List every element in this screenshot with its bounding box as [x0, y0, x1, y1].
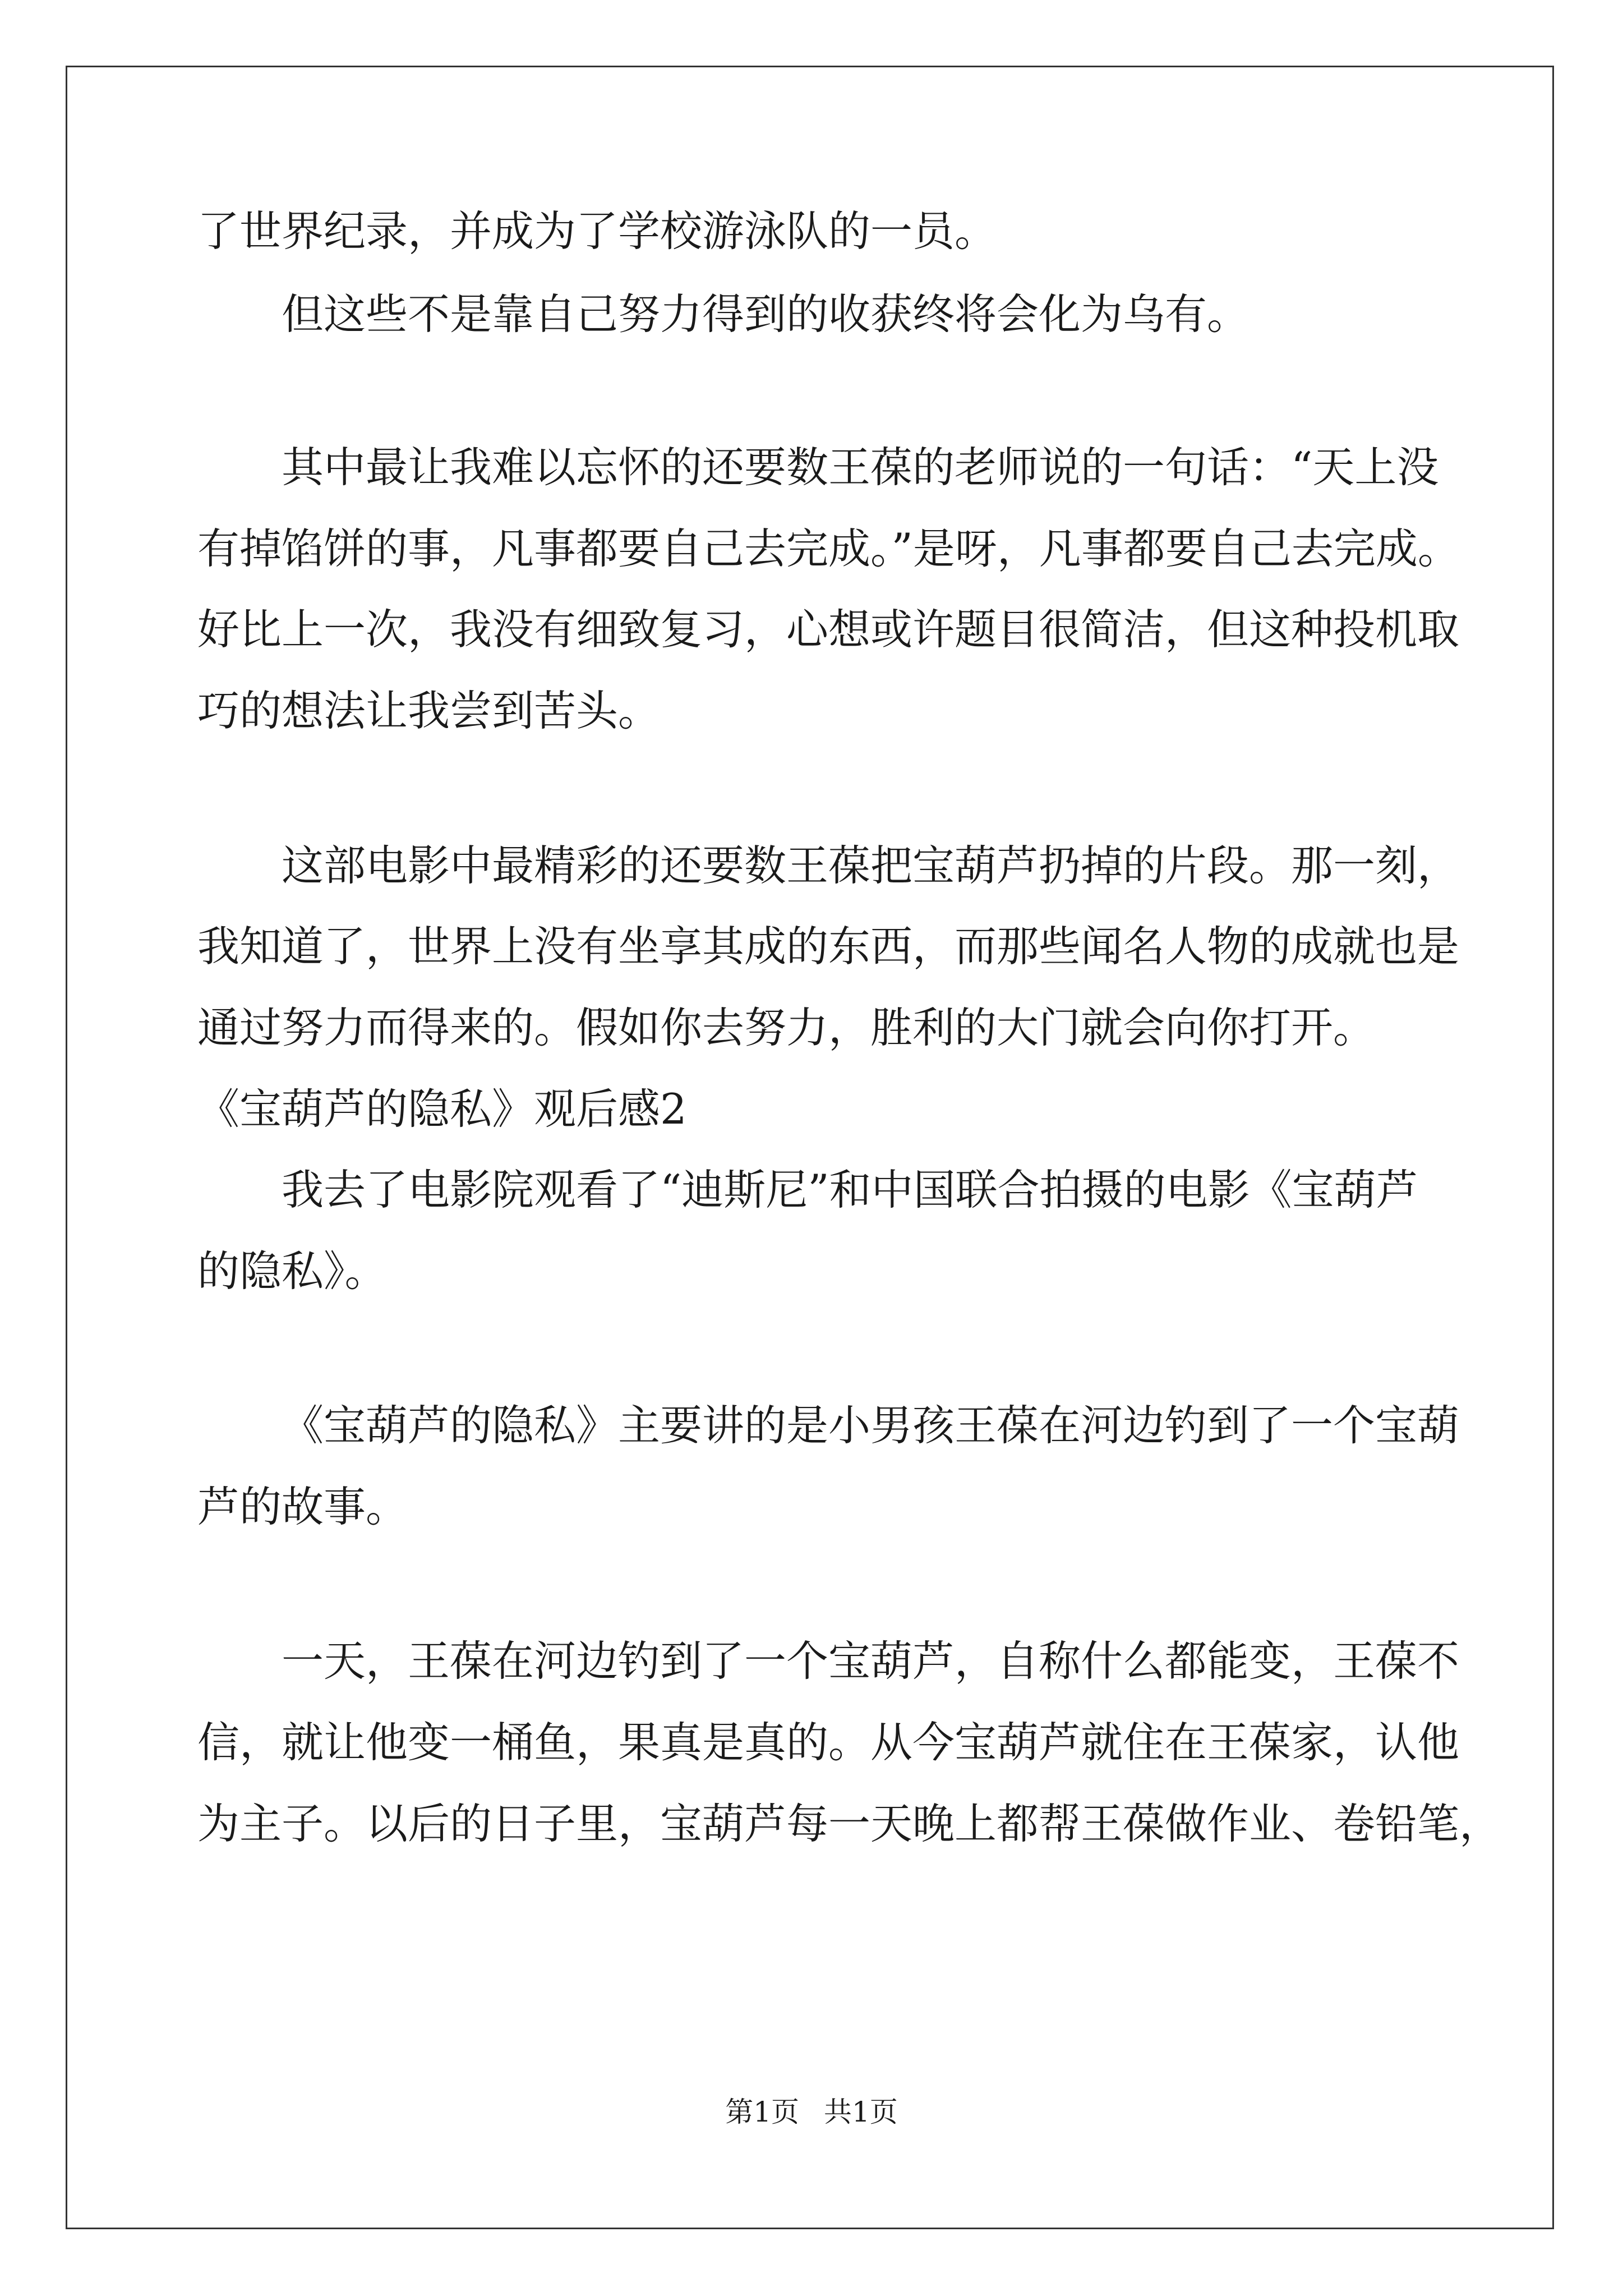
text-line-5: 好比上一次，我没有细致复习，心想或许题目很简洁，但这种投机取: [197, 605, 1460, 654]
text-line-6: 巧的想法让我尝到苦头。: [197, 686, 661, 735]
section-heading: 《宝葫芦的隐私》观后感2: [197, 1084, 687, 1134]
text-line-2: 但这些不是靠自己努力得到的收获终将会化为乌有。: [282, 289, 1249, 339]
text-line-7: 这部电影中最精彩的还要数王葆把宝葫芦扔掉的片段。那一刻，: [282, 841, 1460, 890]
text-line-17: 为主子。以后的日子里，宝葫芦每一天晚上都帮王葆做作业、卷铅笔，: [197, 1799, 1502, 1848]
page-number: 第1页: [725, 2096, 800, 2128]
text-line-13: 《宝葫芦的隐私》主要讲的是小男孩王葆在河边钓到了一个宝葫: [282, 1401, 1460, 1450]
page-total: 共1页: [823, 2096, 898, 2128]
text-line-3: 其中最让我难以忘怀的还要数王葆的老师说的一句话：“天上没: [282, 443, 1439, 492]
text-line-1: 了世界纪录，并成为了学校游泳队的一员。: [197, 206, 997, 256]
page-frame: [66, 66, 1554, 2229]
text-line-15: 一天，王葆在河边钓到了一个宝葫芦，自称什么都能变，王葆不: [282, 1636, 1460, 1686]
text-line-8: 我知道了，世界上没有坐享其成的东西，而那些闻名人物的成就也是: [197, 922, 1460, 971]
text-line-16: 信，就让他变一桶鱼，果真是真的。从今宝葫芦就住在王葆家，认他: [197, 1718, 1460, 1767]
text-line-11: 我去了电影院观看了“迪斯尼”和中国联合拍摄的电影《宝葫芦: [282, 1165, 1418, 1214]
text-line-9: 通过努力而得来的。假如你去努力，胜利的大门就会向你打开。: [197, 1003, 1376, 1052]
text-line-4: 有掉馅饼的事，凡事都要自己去完成。”是呀，凡事都要自己去完成。: [197, 524, 1460, 573]
text-line-12: 的隐私》。: [197, 1246, 387, 1296]
page-footer: [0, 2095, 1623, 2129]
text-line-14: 芦的故事。: [197, 1482, 408, 1531]
